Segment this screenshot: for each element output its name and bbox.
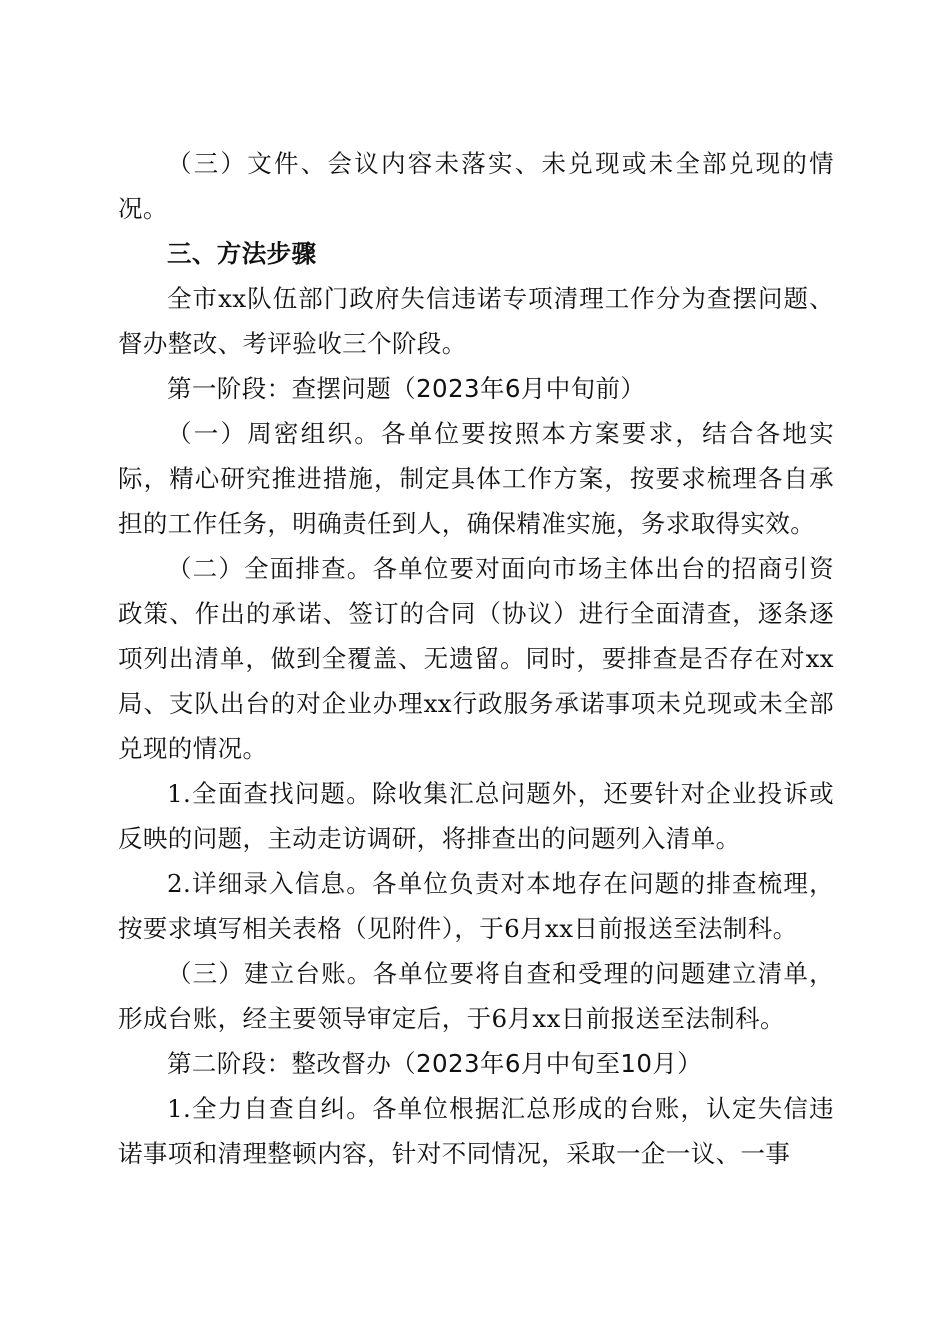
phase-heading-2	[118, 1041, 834, 1086]
paragraph-text: 全市xx队伍部门政府失信违诺专项清理工作分为查摆问题、督办整改、考评验收三个阶段。	[118, 284, 834, 358]
paragraph-text: 2.详细录入信息。各单位负责对本地存在问题的排查梳理，按要求填写相关表格（见附件），于6月xx日前报送至法制科。	[118, 869, 834, 943]
paragraph-lead: （三）建立台账。	[167, 959, 373, 988]
paragraph-text: （三）文件、会议内容未落实、未兑现或未全部兑现的情况。	[118, 149, 834, 223]
paragraph-text: 各单位要将自查和受理的问题建立清单，形成台账，经主要领导审定后，于6月xx日前报送至法制科。	[118, 959, 835, 1033]
paragraph-record-info	[118, 861, 834, 951]
document-body	[118, 141, 834, 1176]
paragraph-overview	[118, 276, 834, 366]
paragraph-lead: （二）全面排查。	[167, 554, 373, 583]
heading-text: 三、方法步骤	[167, 239, 317, 268]
phase-text: 第一阶段：查摆问题（2023年6月中旬前）	[167, 374, 646, 403]
paragraph-text: 1.全力自查自纠。各单位根据汇总形成的台账，认定失信违诺事项和清理整顿内容，针对不同情况，采取一企一议、一事	[118, 1094, 834, 1168]
phase-heading-1	[118, 366, 834, 411]
paragraph-ledger	[118, 951, 834, 1041]
paragraph-self-correct	[118, 1086, 834, 1176]
paragraph-organize	[118, 411, 834, 546]
phase-text: 第二阶段：整改督办（2023年6月中旬至10月）	[167, 1049, 703, 1078]
paragraph-text: 各单位要对面向市场主体出台的招商引资政策、作出的承诺、签订的合同（协议）进行全面清查，逐条逐项列出清单，做到全覆盖、无遗留。同时，要排查是否存在对xx局、支队出台的对企业办理xx行政服务承诺事项未兑现或未全部兑现的情况。	[118, 554, 835, 763]
paragraph-text: 1.全面查找问题。除收集汇总问题外，还要针对企业投诉或反映的问题，主动走访调研，将排查出的问题列入清单。	[118, 779, 834, 853]
section-heading-methods	[118, 231, 834, 276]
paragraph-text: 各单位要按照本方案要求，结合各地实际，精心研究推进措施，制定具体工作方案，按要求梳理各自承担的工作任务，明确责任到人，确保精准实施，务求取得实效。	[118, 419, 834, 538]
paragraph-investigate	[118, 546, 834, 771]
paragraph-find-problems	[118, 771, 834, 861]
paragraph-item-3-3	[118, 141, 834, 231]
paragraph-lead: （一）周密组织。	[167, 419, 382, 448]
